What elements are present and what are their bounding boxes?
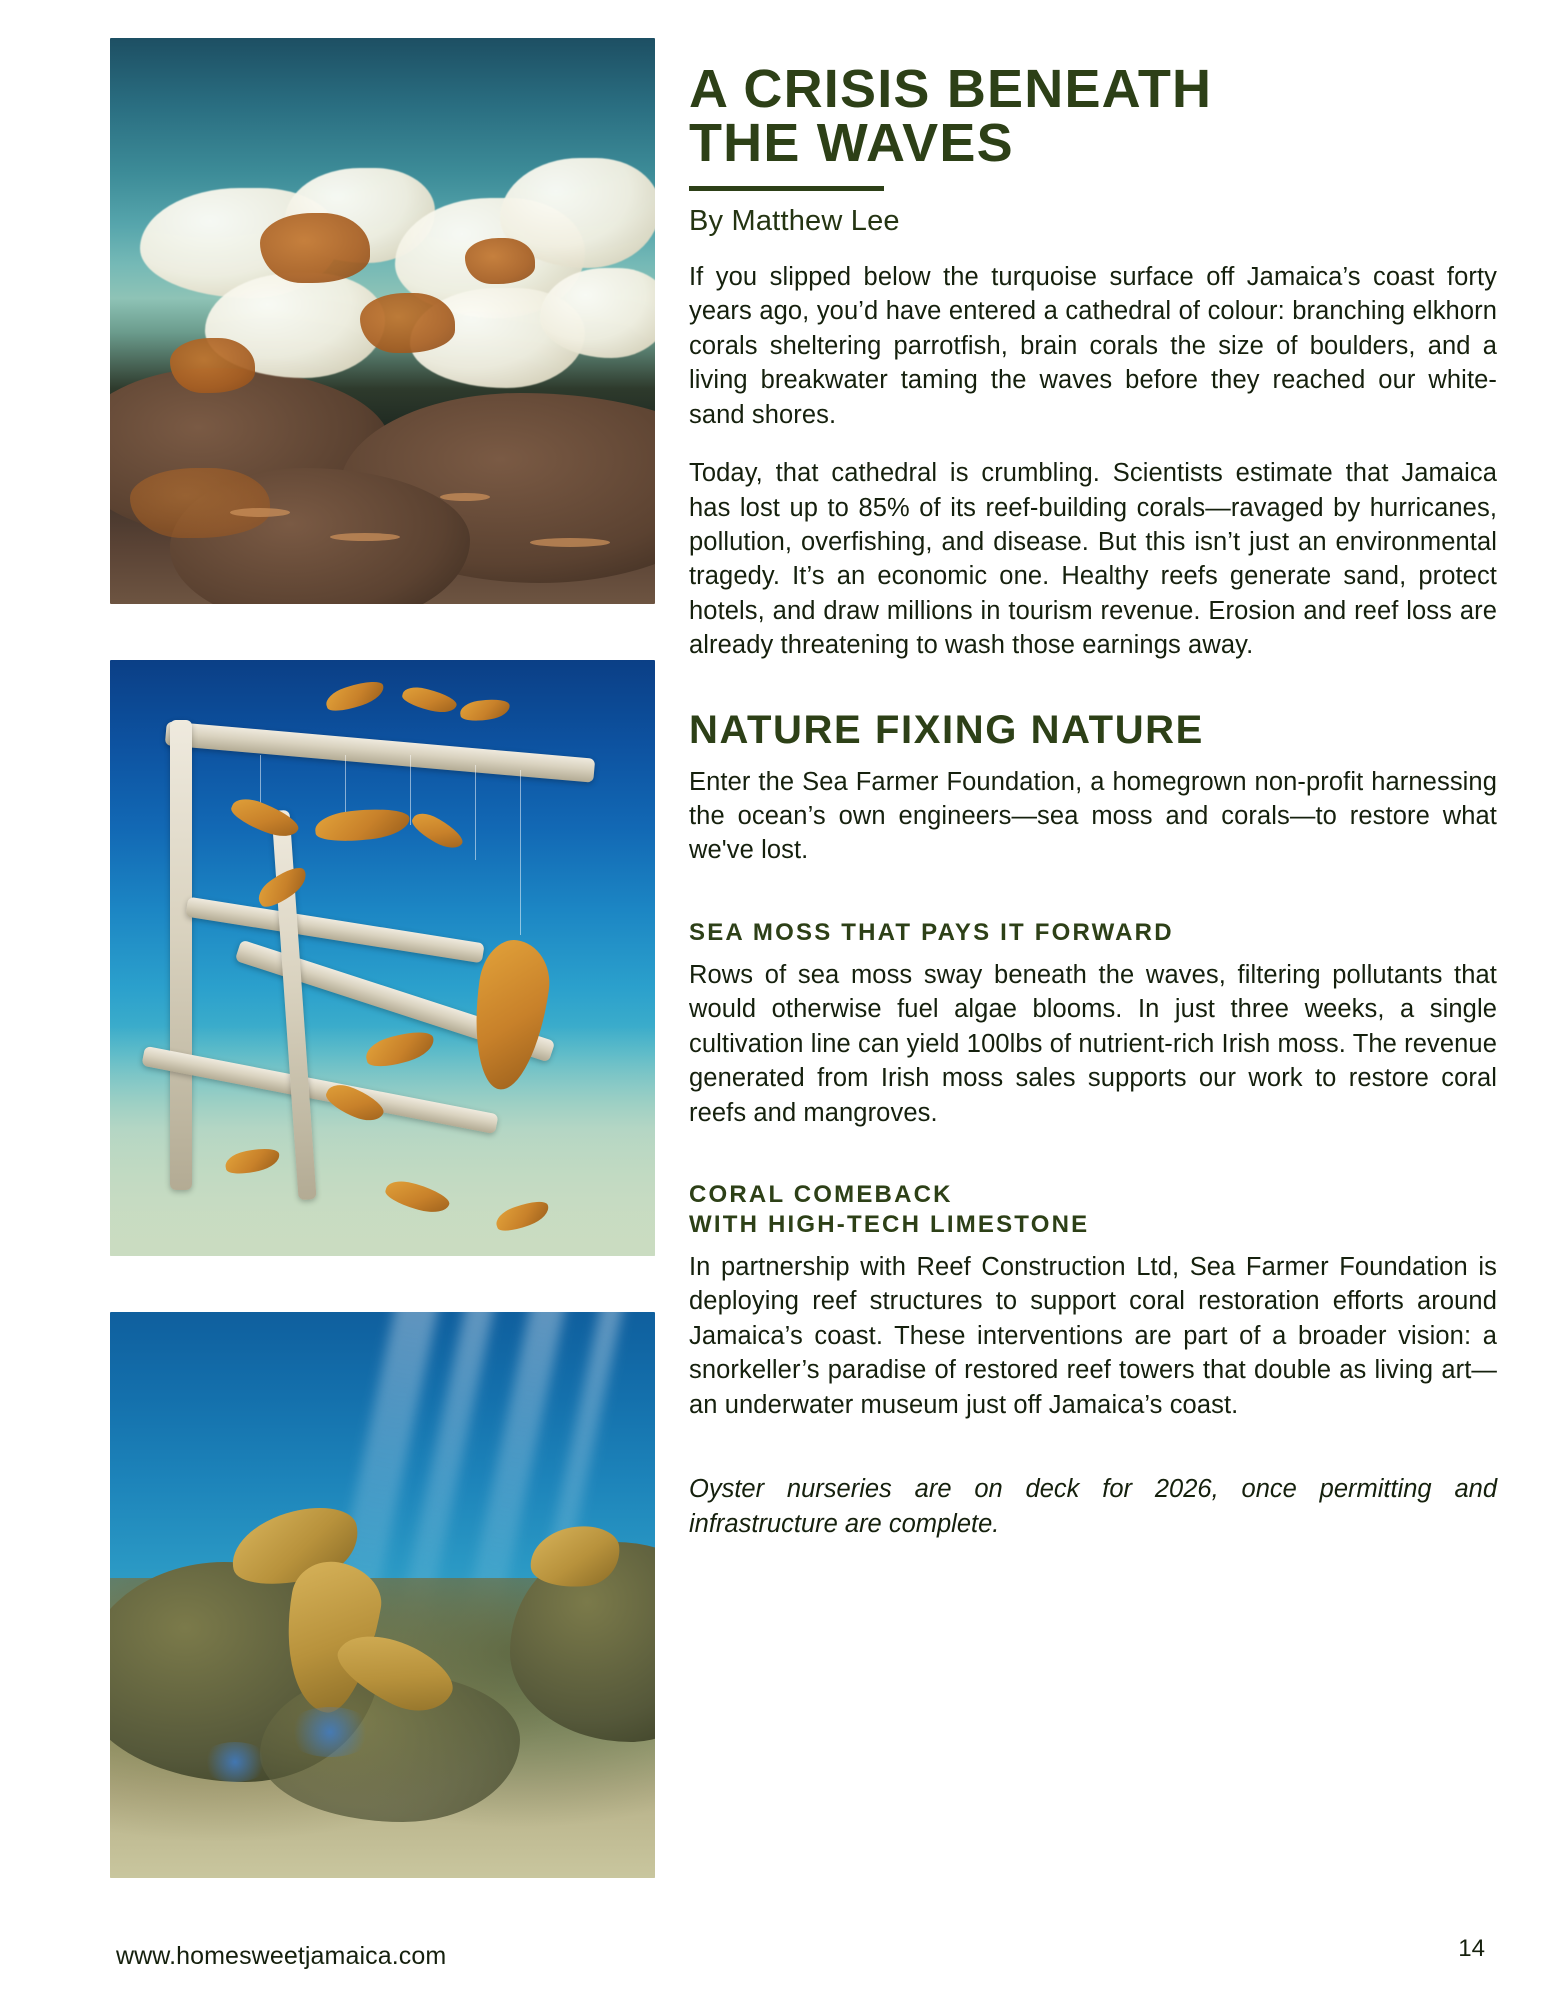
subheading-coral-comeback — [689, 1180, 1497, 1240]
subheading-sea-moss: SEA MOSS THAT PAYS IT FORWARD — [689, 918, 1174, 946]
subheading-coral-comeback-line-1: CORAL COMEBACK — [689, 1181, 953, 1209]
photo-coral-nursery — [110, 660, 655, 1256]
image-column — [110, 36, 655, 1971]
italic-note: Oyster nurseries are on deck for 2026, once permitting and infrastructure are complete. — [689, 1475, 1497, 1538]
paragraph-4: Rows of sea moss sway beneath the waves, filtering pollutants that would otherwise fuel algae blooms. In just three weeks, a single cultivation line can yield 100lbs of nutrient-rich Irish moss. The revenue generated from Irish moss sales supports our work to restore coral reefs and mangroves. — [689, 960, 1497, 1127]
photo-1-highlight — [440, 493, 490, 501]
website-caption: www.homesweetjamaica.com — [116, 1941, 447, 1970]
photo-3-blue-accent — [200, 1742, 270, 1782]
photo-1-highlight — [230, 508, 290, 517]
paragraph-5: In partnership with Reef Construction Ltd, Sea Farmer Foundation is deploying reef structures to support coral restoration efforts around Jamaica’s coast. These interventions are part of a broader vision: a snorkeller’s paradise of restored reef towers that double as living art—an underwater museum just off Jamaica’s coast. — [689, 1253, 1497, 1419]
photo-1-highlight — [330, 533, 400, 541]
photo-1-rust-patch — [170, 338, 255, 393]
title-rule — [689, 186, 884, 191]
photo-1-rust-patch — [465, 238, 535, 284]
photo-2-line — [520, 770, 521, 935]
page-number: 14 — [1458, 1935, 1485, 1962]
photo-sunlit-reef — [110, 1312, 655, 1878]
paragraph-3: Enter the Sea Farmer Foundation, a homegrown non-profit harnessing the ocean’s own engineers—sea moss and corals—to restore what we've lost. — [689, 767, 1497, 865]
photo-1-rust-patch — [130, 468, 270, 538]
photo-1-rust-patch — [360, 293, 455, 353]
paragraph-2: Today, that cathedral is crumbling. Scientists estimate that Jamaica has lost up to 85% of its reef-building corals—ravaged by hurricanes, pollution, overfishing, and disease. But this isn’t just an environmental tragedy. It’s an economic one. Healthy reefs generate sand, protect hotels, and draw millions in tourism revenue. Erosion and reef loss are already threatening to wash those earnings away. — [689, 459, 1497, 660]
section-heading-nature-fixing-nature: NATURE FIXING NATURE — [689, 707, 1204, 752]
photo-2-line — [475, 765, 476, 860]
page-title: A CRISIS BENEATH THE WAVES — [689, 59, 1213, 173]
photo-1-rust-patch — [260, 213, 370, 283]
paragraph-1: If you slipped below the turquoise surface off Jamaica’s coast forty years ago, you’d have entered a cathedral of colour: branching elkhorn corals sheltering parrotfish, brain corals the size of boulders, and a living breakwater taming the waves before they reached our white-sand shores. — [689, 263, 1497, 429]
photo-3-blue-accent — [285, 1707, 375, 1757]
photo-1-highlight — [530, 538, 610, 547]
text-column — [689, 36, 1497, 1971]
photo-2-frame-pole — [170, 720, 192, 1190]
photo-2-line — [410, 755, 411, 825]
byline: By Matthew Lee — [689, 205, 900, 237]
subheading-coral-comeback-line-2: WITH HIGH-TECH LIMESTONE — [689, 1211, 1090, 1239]
photo-bleached-coral — [110, 38, 655, 604]
